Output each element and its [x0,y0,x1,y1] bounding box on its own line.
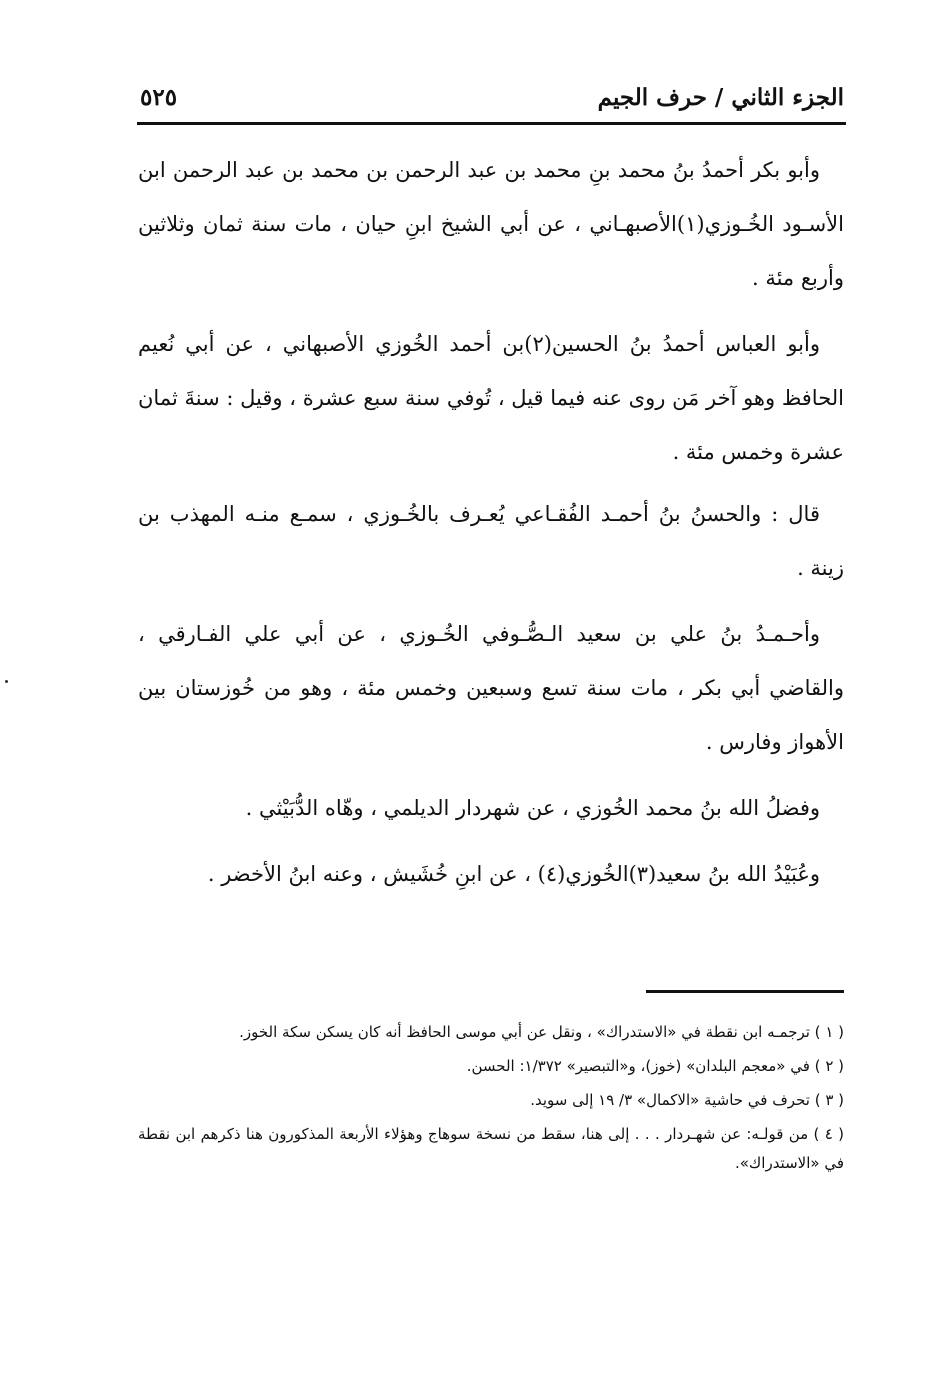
header-rule [137,122,846,125]
paragraph: وأبو بكر أحمدُ بنُ محمد بنِ محمد بن عبد الرحمن بن محمد بن عبد الرحمن ابن الأسـود الخُـوزي(١)الأصبهـاني ، عن أبي الشيخ ابنِ حيان ، مات سنة ثمان وثلاثين وأربع مئة . [138,158,844,290]
main-text [138,143,844,913]
paragraph: وفضلُ الله بنُ محمد الخُوزي ، عن شهردار الديلمي ، وهّاه الدُّبَيْثي . [245,796,820,820]
running-head: الجزء الثاني / حرف الجيم [597,84,844,111]
footnote-separator [646,990,844,993]
paragraph: وأبو العباس أحمدُ بنُ الحسين(٢)بن أحمد الخُوزي الأصبهاني ، عن أبي نُعيم الحافظ وهو آخر مَن روى عنه فيما قيل ، تُوفي سنة سبع عشرة ، وقيل : سنةَ ثمان عشرة وخمس مئة . [138,332,844,464]
paragraph: وعُبَيْدُ الله بنُ سعيد(٣)الخُوزي(٤) ، عن ابنِ خُشَيش ، وعنه ابنُ الأخضر . [207,862,820,886]
footnote: ( ٣ ) تحرف في حاشية «الاكمال» ٣/ ١٩ إلى سويد. [530,1091,844,1109]
page-header [140,82,844,118]
footnotes [138,1018,844,1183]
footnote: ( ٤ ) من قولـه: عن شهـردار . . . إلى هنا، سقط من نسخة سوهاج وهؤلاء الأربعة المذكورون هنا ذكرهم ابن نقطة في «الاستدراك». [138,1125,844,1172]
footnote: ( ٢ ) في «معجم البلدان» (خوز)، و«التبصير» ١/٣٧٢: الحسن. [466,1057,844,1075]
paragraph: وأحـمـدُ بنُ علي بن سعيد الـصُّـوفي الخُـوزي ، عن أبي علي الفـارقي ، والقاضي أبي بكر ، مات سنة تسع وسبعين وخمس مئة ، وهو من خُوزستان بين الأهواز وفارس . [138,622,844,754]
footnote: ( ١ ) ترجمـه ابن نقطة في «الاستدراك» ، ونقل عن أبي موسى الحافظ أنه كان يسكن سكة الخوز. [239,1023,844,1041]
paragraph: قال : والحسنُ بنُ أحمـد الفُقـاعي يُعـرف بالخُـوزي ، سمـع منـه المهذب بن زينة . [138,502,844,580]
margin-speck [5,680,8,683]
page-number: ٥٢٥ [140,84,178,111]
